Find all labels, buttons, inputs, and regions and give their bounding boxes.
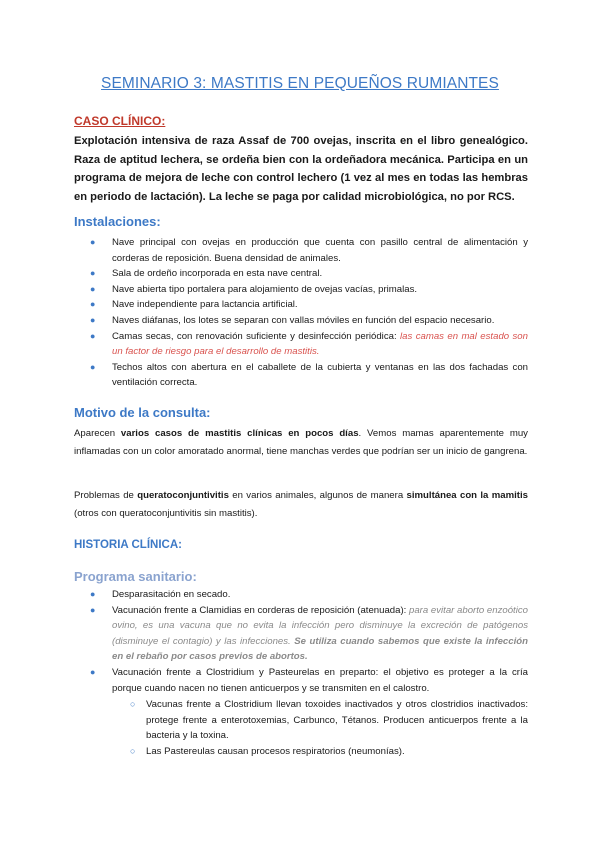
list-item: ○ Las Pastereulas causan procesos respiratorios (neumonías).: [130, 744, 528, 760]
caso-clinico-heading: CASO CLÍNICO:: [74, 114, 166, 128]
bullet-icon: ●: [90, 666, 96, 677]
circle-bullet-icon: ○: [130, 745, 136, 756]
bullet-icon: ●: [90, 283, 96, 294]
motivo-heading: Motivo de la consulta:: [74, 405, 211, 420]
motivo-paragraph-1: Aparecen varios casos de mastitis clínicas en pocos días. Vemos mamas aparentemente muy inflamadas con un color amoratado anormal, tiene manchas verdes que podrían ser un inicio de gangrena.: [74, 428, 528, 458]
camas-note: las camas en mal estado son un factor de riesgo para el desarrollo de mastitis.: [112, 330, 528, 358]
list-item: ● Desparasitación en secado.: [90, 587, 528, 603]
list-item: ○ Vacunas frente a Clostridium llevan toxoides inactivados y otros clostridios inactivados: protege frente a enterotoxemias, Carbunco, Tétanos. Producen anticuerpos frente a la bacteria y la toxina.: [130, 699, 528, 742]
motivo-paragraph-2: Problemas de queratoconjuntivitis en varios animales, algunos de manera simultánea con la mamitis (otros con queratoconjuntivitis sin mastitis).: [74, 490, 529, 520]
list-item: ● Nave independiente para lactancia artificial.: [90, 297, 528, 313]
list-item: ● Nave abierta tipo portalera para alojamiento de ovejas vacías, primalas.: [90, 282, 528, 298]
bullet-icon: ●: [90, 330, 96, 341]
historia-heading: HISTORIA CLÍNICA:: [74, 539, 182, 551]
bullet-icon: ●: [90, 314, 96, 325]
bullet-icon: ●: [90, 589, 96, 599]
bullet-icon: ●: [90, 237, 96, 247]
bullet-icon: ●: [90, 299, 96, 310]
programa-sublist: [130, 697, 528, 759]
list-item: ● Nave principal con ovejas en producción que cuenta con pasillo central de alimentación y corderas de reposición. Buena densidad de animales.: [90, 237, 528, 264]
list-item: ● Camas secas, con renovación suficiente y desinfección periódica: las camas en mal estado son un factor de riesgo para el desarrollo de mastitis.: [90, 330, 528, 358]
list-item: ● Techos altos con abertura en el caballete de la cubierta y ventanas en las dos fachadas con ventilación correcta.: [90, 361, 528, 389]
programa-sanitario-heading: Programa sanitario:: [74, 569, 197, 584]
instalaciones-list: [90, 235, 528, 391]
list-item: ● Vacunación frente a Clamidias en corderas de reposición (atenuada): para evitar aborto enzoótico ovino, es una vacuna que no evita la infección pero disminuye la excreción de patógenos (disminuye el contagio) y las infecciones. Se utiliza cuando sabemos que existe la infección en el rebaño por casos previos de abortos.: [90, 604, 528, 663]
instalaciones-heading: Instalaciones:: [74, 214, 161, 229]
circle-bullet-icon: ○: [130, 699, 136, 709]
programa-list: [90, 587, 528, 696]
bullet-icon: ●: [90, 361, 96, 372]
page-title: SEMINARIO 3: MASTITIS EN PEQUEÑOS RUMIANTES: [101, 75, 499, 92]
list-item: ● Vacunación frente a Clostridium y Pasteurelas en preparto: el objetivo es proteger a la cría porque cuando nacen no tienen anticuerpos y se transmiten en el calostro.: [90, 666, 528, 694]
list-item: ● Sala de ordeño incorporada en esta nave central.: [90, 266, 528, 282]
bullet-icon: ●: [90, 268, 96, 279]
list-item: ● Naves diáfanas, los lotes se separan con vallas móviles en función del espacio necesario.: [90, 313, 528, 329]
bullet-icon: ●: [90, 604, 96, 615]
caso-clinico-text: Explotación intensiva de raza Assaf de 700 ovejas, inscrita en el libro genealógico. Raza de aptitud lechera, se ordeña bien con la ordeñadora mecánica. Participa en un programa de mejora de leche con control lechero (1 vez al mes en todas las hembras en periodo de lactación). La leche se paga por calidad microbiológica, no por RCS.: [74, 135, 528, 203]
